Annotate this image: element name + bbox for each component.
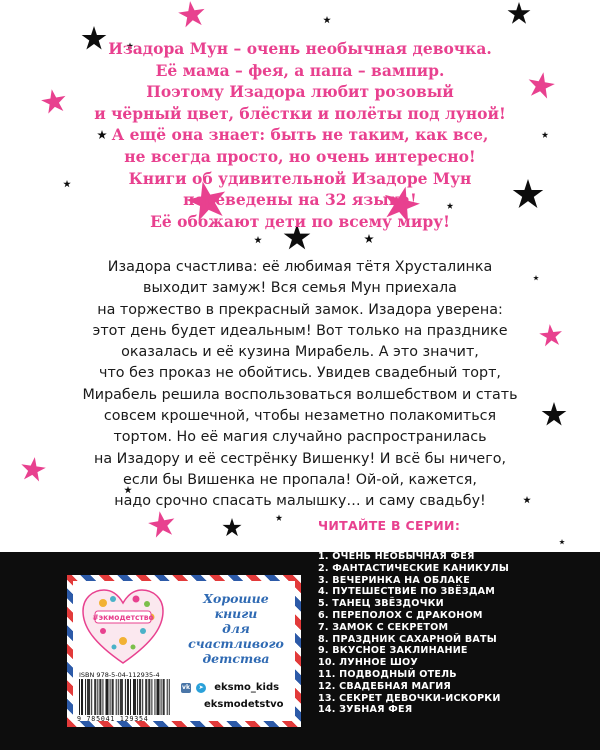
barcode-bar — [157, 679, 158, 715]
barcode-bar — [81, 679, 82, 715]
barcode-bar — [134, 679, 135, 715]
barcode-bar — [140, 679, 141, 715]
synopsis-line: выходит замуж! Вся семья Мун приехала — [143, 280, 457, 297]
barcode-bar — [154, 679, 155, 715]
intro-line: и чёрный цвет, блёстки и полёты под луной! — [94, 103, 506, 123]
social-row — [181, 677, 279, 696]
isbn: ISBN 978-5-04-112935-4 — [79, 671, 160, 679]
barcode-bar — [139, 679, 140, 715]
site-handle[interactable]: eksmodetstvo — [204, 699, 284, 710]
barcode-bar — [110, 679, 111, 715]
synopsis-line: надо срочно спасать малышку… и саму свадьбу! — [114, 493, 486, 510]
barcode-bar — [158, 679, 159, 715]
heart-tag: #экмодетство — [92, 613, 154, 622]
series-heading: ЧИТАЙТЕ В СЕРИИ: — [318, 518, 461, 533]
synopsis-line: тортом. Но её магия случайно распространилась — [113, 429, 487, 446]
star-icon — [254, 236, 262, 243]
barcode-bar — [135, 679, 136, 715]
star-icon — [542, 402, 567, 426]
barcode-bar — [95, 679, 96, 715]
star-icon — [19, 455, 47, 482]
barcode-bar — [145, 679, 146, 715]
synopsis-line: если бы Вишенка не пропала! Ой-ой, кажется, — [123, 471, 477, 488]
heart-logo-icon — [81, 587, 165, 667]
star-icon — [559, 539, 565, 544]
star-icon — [222, 518, 241, 536]
star-icon — [526, 70, 557, 100]
social-handle[interactable]: eksmo_kids — [214, 682, 280, 693]
barcode-bar — [107, 679, 108, 715]
barcode-bar — [94, 679, 95, 715]
intro-line: А ещё она знает: быть не таким, как все, — [111, 125, 489, 145]
series-item: 13. СЕКРЕТ ДЕВОЧКИ-ИСКОРКИ — [318, 692, 501, 704]
series-item: 3. ВЕЧЕРИНКА НА ОБЛАКЕ — [318, 574, 470, 586]
intro-line: Её обожают дети по всему миру! — [150, 211, 450, 231]
series-item: 1. ОЧЕНЬ НЕОБЫЧНАЯ ФЕЯ — [318, 551, 475, 562]
series-item: 4. ПУТЕШЕСТВИЕ ПО ЗВЁЗДАМ — [318, 586, 495, 598]
synopsis-line: совсем крошечной, чтобы незаметно полакомиться — [103, 408, 497, 425]
barcode-bar — [108, 679, 109, 715]
barcode-bar — [169, 679, 170, 715]
star-icon — [276, 515, 283, 521]
series-item: 9. ВКУСНОЕ ЗАКЛИНАНИЕ — [318, 645, 468, 657]
synopsis-line: на Изадору и её сестрёнку Вишенку! И всё бы ничего, — [94, 450, 506, 467]
barcode-bar — [122, 679, 123, 715]
promo-card — [67, 575, 301, 727]
barcode-bar — [79, 679, 80, 715]
barcode-bar — [82, 679, 83, 715]
intro-line: Поэтому Изадора любит розовый — [146, 82, 454, 102]
barcode-bar — [146, 679, 147, 715]
barcode-bar — [161, 679, 162, 715]
barcode-bar — [97, 679, 98, 715]
barcode-bar — [91, 679, 92, 715]
vk-icon[interactable]: vk — [182, 683, 190, 691]
barcode-bar — [137, 679, 138, 715]
intro-line: не всегда просто, но очень интересно! — [124, 146, 476, 166]
series-item: 14. ЗУБНАЯ ФЕЯ — [318, 704, 413, 716]
barcode-bar — [149, 679, 150, 715]
synopsis-text — [55, 257, 545, 513]
barcode-bar — [133, 679, 134, 715]
barcode-bar — [100, 679, 101, 715]
series-item: 5. ТАНЕЦ ЗВЁЗДОЧКИ — [318, 598, 444, 610]
barcode-bar — [125, 679, 126, 715]
barcode-bar — [163, 679, 164, 715]
barcode-bar — [121, 679, 122, 715]
slogan-line: для счастливого — [188, 621, 284, 651]
barcode-bar — [120, 679, 121, 715]
series-item: 11. ПОДВОДНЫЙ ОТЕЛЬ — [318, 668, 457, 680]
barcode-bar — [89, 679, 90, 715]
synopsis-line: оказалась и её кузина Мирабель. А это значит, — [121, 344, 479, 361]
intro-line: Книги об удивительной Изадоре Мун — [128, 168, 472, 188]
synopsis-line: Мирабель решила воспользоваться волшебством и стать — [82, 386, 518, 403]
star-icon — [146, 509, 177, 539]
series-item: 7. ЗАМОК С СЕКРЕТОМ — [318, 621, 449, 633]
synopsis-line: на торжество в прекрасный замок. Изадора уверена: — [97, 301, 503, 318]
barcode-bar — [102, 679, 103, 715]
barcode-bar — [127, 679, 128, 715]
slogan-line: Хорошие — [203, 591, 269, 606]
intro-text — [70, 38, 530, 232]
star-icon — [323, 16, 331, 23]
star-icon — [177, 0, 207, 28]
barcode-bar — [87, 679, 88, 715]
series-item: 6. ПЕРЕПОЛОХ С ДРАКОНОМ — [318, 609, 483, 621]
slogan-line: детства — [202, 651, 270, 666]
series-item: 8. ПРАЗДНИК САХАРНОЙ ВАТЫ — [318, 633, 497, 645]
barcode-bar — [159, 679, 160, 715]
barcode-bar — [118, 679, 119, 715]
intro-line: Изадора Мун – очень необычная девочка. — [108, 39, 492, 58]
intro-line: Её мама – фея, а папа – вампир. — [155, 60, 445, 80]
synopsis-line: Изадора счастлива: её любимая тётя Хрусталинка — [107, 259, 493, 275]
barcode-bar — [116, 679, 117, 715]
barcode-bar — [112, 679, 113, 715]
barcode-bar — [148, 679, 149, 715]
barcode-bar — [88, 679, 89, 715]
intro-line: переведены на 32 языка! — [183, 190, 417, 210]
synopsis-line: что без проказ не обойтись. Увидев свадебный торт, — [99, 365, 501, 382]
synopsis-line: этот день будет идеальным! Вот только на празднике — [92, 322, 508, 339]
barcode-bar — [151, 679, 152, 715]
series-item: 12. СВАДЕБНАЯ МАГИЯ — [318, 680, 452, 692]
barcode-bar — [113, 679, 114, 715]
barcode-bar — [130, 679, 131, 715]
series-item: 2. ФАНТАСТИЧЕСКИЕ КАНИКУЛЫ — [318, 562, 509, 574]
star-icon — [542, 132, 549, 138]
barcode — [79, 679, 171, 715]
series-item: 10. ЛУННОЕ ШОУ — [318, 657, 419, 669]
series-list — [318, 551, 509, 716]
barcode-bar — [142, 679, 143, 715]
barcode-bar — [164, 679, 165, 715]
star-icon — [40, 87, 68, 114]
barcode-digits: 9 785041 129354 — [77, 715, 149, 723]
barcode-bar — [99, 679, 100, 715]
star-icon — [508, 2, 531, 24]
barcode-bar — [106, 679, 107, 715]
barcode-bar — [167, 679, 168, 715]
slogan-line: книги — [214, 606, 258, 621]
barcode-bar — [128, 679, 129, 715]
slogan — [177, 591, 295, 666]
barcode-bar — [85, 679, 86, 715]
star-icon — [364, 234, 374, 243]
telegram-icon[interactable]: ➤ — [196, 683, 206, 693]
